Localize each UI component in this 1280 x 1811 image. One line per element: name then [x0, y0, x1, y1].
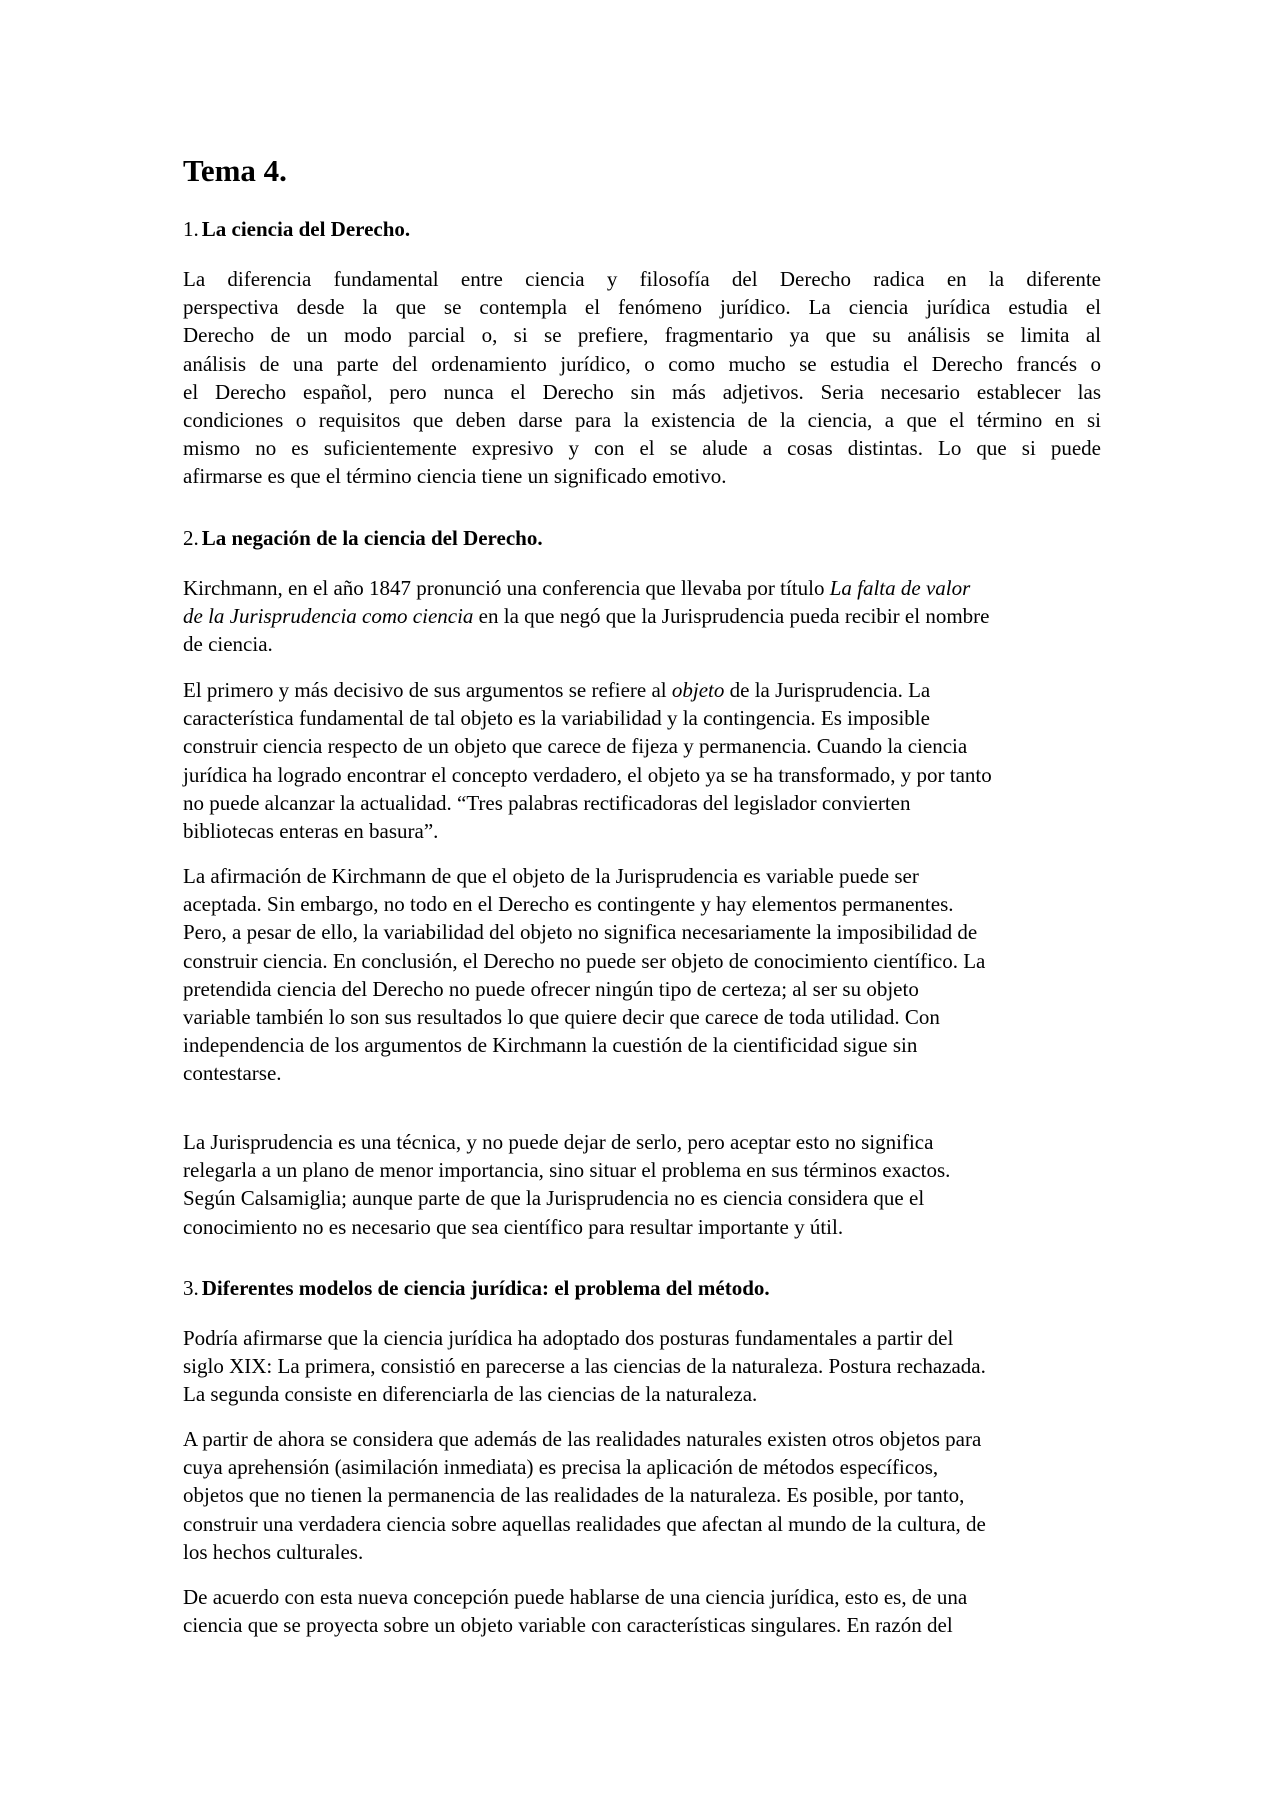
text-line: Derecho de un modo parcial o, si se prefiere, fragmentario ya que su análisis se limita al — [183, 323, 1101, 348]
text-run: El primero y más decisivo de sus argumentos se refiere al — [183, 678, 672, 702]
text-line: contestarse. — [183, 1061, 282, 1086]
text-line: no puede alcanzar la actualidad. “Tres palabras rectificadoras del legislador convierten — [183, 790, 911, 815]
text-line: Podría afirmarse que la ciencia jurídica ha adoptado dos posturas fundamentales a partir del — [183, 1326, 954, 1350]
paragraph-3-3 — [183, 1583, 1101, 1639]
text-line: el Derecho español, pero nunca el Derecho sin más adjetivos. Seria necesario establecer las — [183, 379, 1101, 404]
text-line: La Jurisprudencia es una técnica, y no puede dejar de serlo, pero aceptar esto no significa — [183, 1130, 934, 1154]
text-run: en la que negó que la Jurisprudencia pueda recibir el nombre — [473, 604, 990, 629]
text-line — [183, 676, 1101, 704]
text-line: objetos que no tienen la permanencia de las realidades de la naturaleza. Es posible, por tanto, — [183, 1483, 965, 1508]
section-title: La negación de la ciencia del Derecho. — [201, 526, 543, 550]
text-line: pretendida ciencia del Derecho no puede ofrecer ningún tipo de certeza; al ser su objeto — [183, 976, 919, 1001]
text-line: variable también lo son sus resultados lo que quiere decir que carece de toda utilidad. Con — [183, 1005, 940, 1030]
paragraph-3-1 — [183, 1324, 1101, 1409]
paragraph-2-4 — [183, 1128, 1101, 1241]
text-run: de la Jurisprudencia. La — [724, 678, 931, 702]
paragraph-2-3 — [183, 862, 1101, 1088]
section-heading-1 — [183, 215, 410, 243]
paragraph-1-1 — [183, 265, 1101, 491]
section-heading-2 — [183, 524, 543, 552]
text-line: La segunda consiste en diferenciarla de las ciencias de la naturaleza. — [183, 1382, 758, 1407]
text-line: La diferencia fundamental entre ciencia y filosofía del Derecho radica en la diferente — [183, 267, 1101, 291]
text-line: Según Calsamiglia; aunque parte de que la Jurisprudencia no es ciencia considera que el — [183, 1186, 925, 1211]
section-number: 1. — [183, 217, 199, 241]
text-line: cuya aprehensión (asimilación inmediata) es precisa la aplicación de métodos específicos, — [183, 1455, 939, 1480]
paragraph-3-2 — [183, 1425, 1101, 1566]
text-line — [183, 574, 1101, 602]
text-line: condiciones o requisitos que deben darse para la existencia de la ciencia, a que el término en si — [183, 408, 1101, 433]
text-line: La afirmación de Kirchmann de que el objeto de la Jurisprudencia es variable puede ser — [183, 864, 919, 888]
section-number: 2. — [183, 526, 199, 550]
paragraph-2-1 — [183, 574, 1101, 659]
text-line: construir ciencia. En conclusión, el Derecho no puede ser objeto de conocimiento científico. La — [183, 948, 986, 973]
section-title: Diferentes modelos de ciencia jurídica: el problema del método. — [201, 1276, 770, 1300]
text-line: Pero, a pesar de ello, la variabilidad del objeto no significa necesariamente la imposibilidad de — [183, 920, 978, 945]
text-line: construir una verdadera ciencia sobre aquellas realidades que afectan al mundo de la cultura, de — [183, 1511, 986, 1536]
text-line: relegarla a un plano de menor importancia, sino situar el problema en sus términos exactos. — [183, 1158, 951, 1183]
text-line: afirmarse es que el término ciencia tiene un significado emotivo. — [183, 464, 727, 489]
text-line: A partir de ahora se considera que además de las realidades naturales existen otros objetos para — [183, 1427, 982, 1451]
paragraph-2-2 — [183, 676, 1101, 845]
text-line: análisis de una parte del ordenamiento jurídico, o como mucho se estudia el Derecho francés o — [183, 351, 1101, 376]
text-line — [183, 602, 1101, 630]
work-title-italic: de la Jurisprudencia como ciencia — [183, 604, 474, 629]
document-title: Tema 4. — [183, 153, 287, 188]
text-line: mismo no es suficientemente expresivo y con el se alude a cosas distintas. Lo que si puede — [183, 436, 1101, 461]
work-title-italic: La falta de valor — [829, 576, 971, 600]
text-line: siglo XIX: La primera, consistió en parecerse a las ciencias de la naturaleza. Postura rechazada. — [183, 1354, 986, 1379]
text-line: los hechos culturales. — [183, 1539, 364, 1564]
text-line: perspectiva desde la que se contempla el fenómeno jurídico. La ciencia jurídica estudia el — [183, 295, 1101, 320]
text-line: ciencia que se proyecta sobre un objeto variable con características singulares. En razón del — [183, 1613, 953, 1638]
text-line: De acuerdo con esta nueva concepción puede hablarse de una ciencia jurídica, esto es, de una — [183, 1585, 968, 1609]
section-heading-3 — [183, 1274, 770, 1302]
text-line: característica fundamental de tal objeto es la variabilidad y la contingencia. Es imposible — [183, 706, 930, 731]
text-line: independencia de los argumentos de Kirchmann la cuestión de la cientificidad sigue sin — [183, 1033, 918, 1058]
text-line: construir ciencia respecto de un objeto que carece de fijeza y permanencia. Cuando la ciencia — [183, 734, 968, 759]
section-title: La ciencia del Derecho. — [201, 217, 411, 241]
emphasis-italic: objeto — [671, 678, 725, 702]
text-line: conocimiento no es necesario que sea científico para resultar importante y útil. — [183, 1214, 844, 1239]
text-run: Kirchmann, en el año 1847 pronunció una conferencia que llevaba por título — [183, 576, 830, 600]
text-line: aceptada. Sin embargo, no todo en el Derecho es contingente y hay elementos permanentes. — [183, 892, 954, 917]
section-number: 3. — [183, 1276, 199, 1300]
text-line: jurídica ha logrado encontrar el concepto verdadero, el objeto ya se ha transformado, y por tanto — [183, 762, 992, 787]
text-line: de ciencia. — [183, 632, 273, 657]
text-line: bibliotecas enteras en basura”. — [183, 819, 439, 844]
